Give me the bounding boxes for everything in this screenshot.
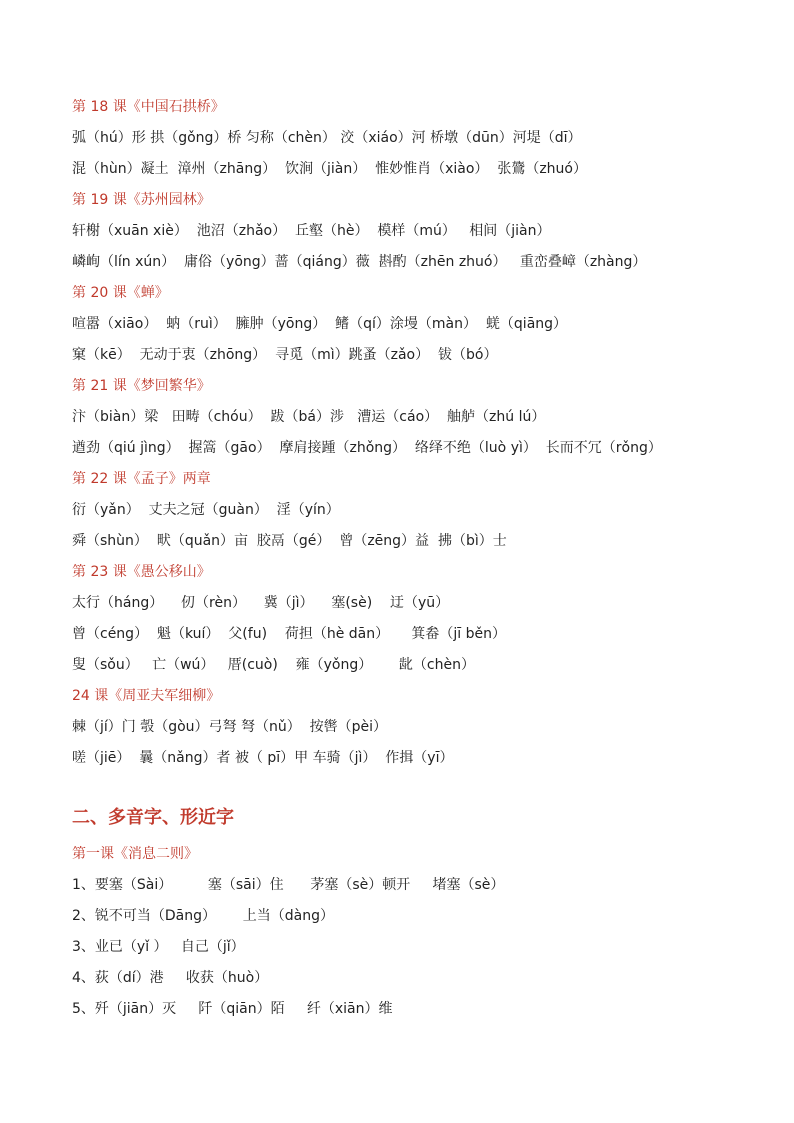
vocab-line: 轩榭（xuān xiè） 池沼（zhǎo） 丘壑（hè） 模样（mú） 相间（jiàn） (72, 223, 551, 239)
vocab-line: 太行（háng） 仞（rèn） 冀（jì） 塞(sè) 迂（yū） (72, 595, 450, 611)
vocab-line: 弧（hú）形 拱（gǒng）桥 匀称（chèn） 洨（xiáo）河 桥墩（dūn）河堤（dī） (72, 130, 582, 146)
vocab-line: 嗟（jiē） 曩（nǎng）者 被（ pī）甲 车骑（jì） 作揖（yī） (72, 750, 454, 766)
vocab-line: 遒劲（qiú jìng） 握篙（gāo） 摩肩接踵（zhǒng） 络绎不绝（luò yì） 长而不冗（rǒng） (72, 440, 662, 456)
section-title: 二、多音字、形近字 (72, 807, 234, 828)
lesson-heading: 第 18 课《中国石拱桥》 (72, 99, 225, 115)
vocab-line: 棘（jí）门 彀（gòu）弓弩 弩（nǔ） 按辔（pèi） (72, 719, 388, 735)
polyphone-item: 1、要塞（Sài） 塞（sāi）住 茅塞（sè）顿开 堵塞（sè） (72, 877, 505, 893)
polyphone-item: 2、锐不可当（Dāng） 上当（dàng） (72, 908, 334, 924)
lesson-heading: 第 19 课《苏州园林》 (72, 192, 211, 208)
lesson-heading: 第一课《消息二则》 (72, 846, 198, 862)
vocab-line: 舜（shùn） 畎（quǎn）亩 胶鬲（gé） 曾（zēng）益 拂（bì）士 (72, 533, 507, 549)
polyphone-item: 3、业已（yǐ ） 自己（jǐ） (72, 939, 245, 955)
vocab-line: 叟（sǒu） 亡（wú） 厝(cuò) 雍（yǒng） 龀（chèn） (72, 657, 475, 673)
lesson-heading: 24 课《周亚夫军细柳》 (72, 688, 221, 704)
vocab-line: 喧嚣（xiāo） 蚋（ruì） 臃肿（yōng） 鳍（qí）涂墁（màn） 蜣（qiāng） (72, 316, 568, 332)
polyphone-item: 5、歼（jiān）灭 阡（qiān）陌 纤（xiān）维 (72, 1001, 393, 1017)
vocab-line: 混（hùn）凝土 漳州（zhāng） 饮涧（jiàn） 惟妙惟肖（xiào） 张鷟（zhuó） (72, 161, 587, 177)
vocab-line: 汴（biàn）梁 田畴（chóu） 跋（bá）涉 漕运（cáo） 舳舻（zhú lú） (72, 409, 546, 425)
lesson-heading: 第 23 课《愚公移山》 (72, 564, 211, 580)
vocab-line: 嶙峋（lín xún） 庸俗（yōng）蔷（qiáng）薇 斟酌（zhēn zhuó） 重峦叠嶂（zhàng） (72, 254, 647, 270)
polyphone-item: 4、荻（dí）港 收获（huò） (72, 970, 269, 986)
vocab-line: 曾（céng） 魁（kuí） 父(fu) 荷担（hè dān） 箕畚（jī běn） (72, 626, 506, 642)
lesson-heading: 第 22 课《孟子》两章 (72, 471, 211, 487)
lesson-heading: 第 21 课《梦回繁华》 (72, 378, 211, 394)
vocab-line: 衍（yǎn） 丈夫之冠（guàn） 淫（yín） (72, 502, 340, 518)
document-page (72, 92, 762, 1025)
vocab-line: 窠（kē） 无动于衷（zhōng） 寻觅（mì）跳蚤（zǎo） 钹（bó） (72, 347, 498, 363)
lesson-heading: 第 20 课《蝉》 (72, 285, 169, 301)
